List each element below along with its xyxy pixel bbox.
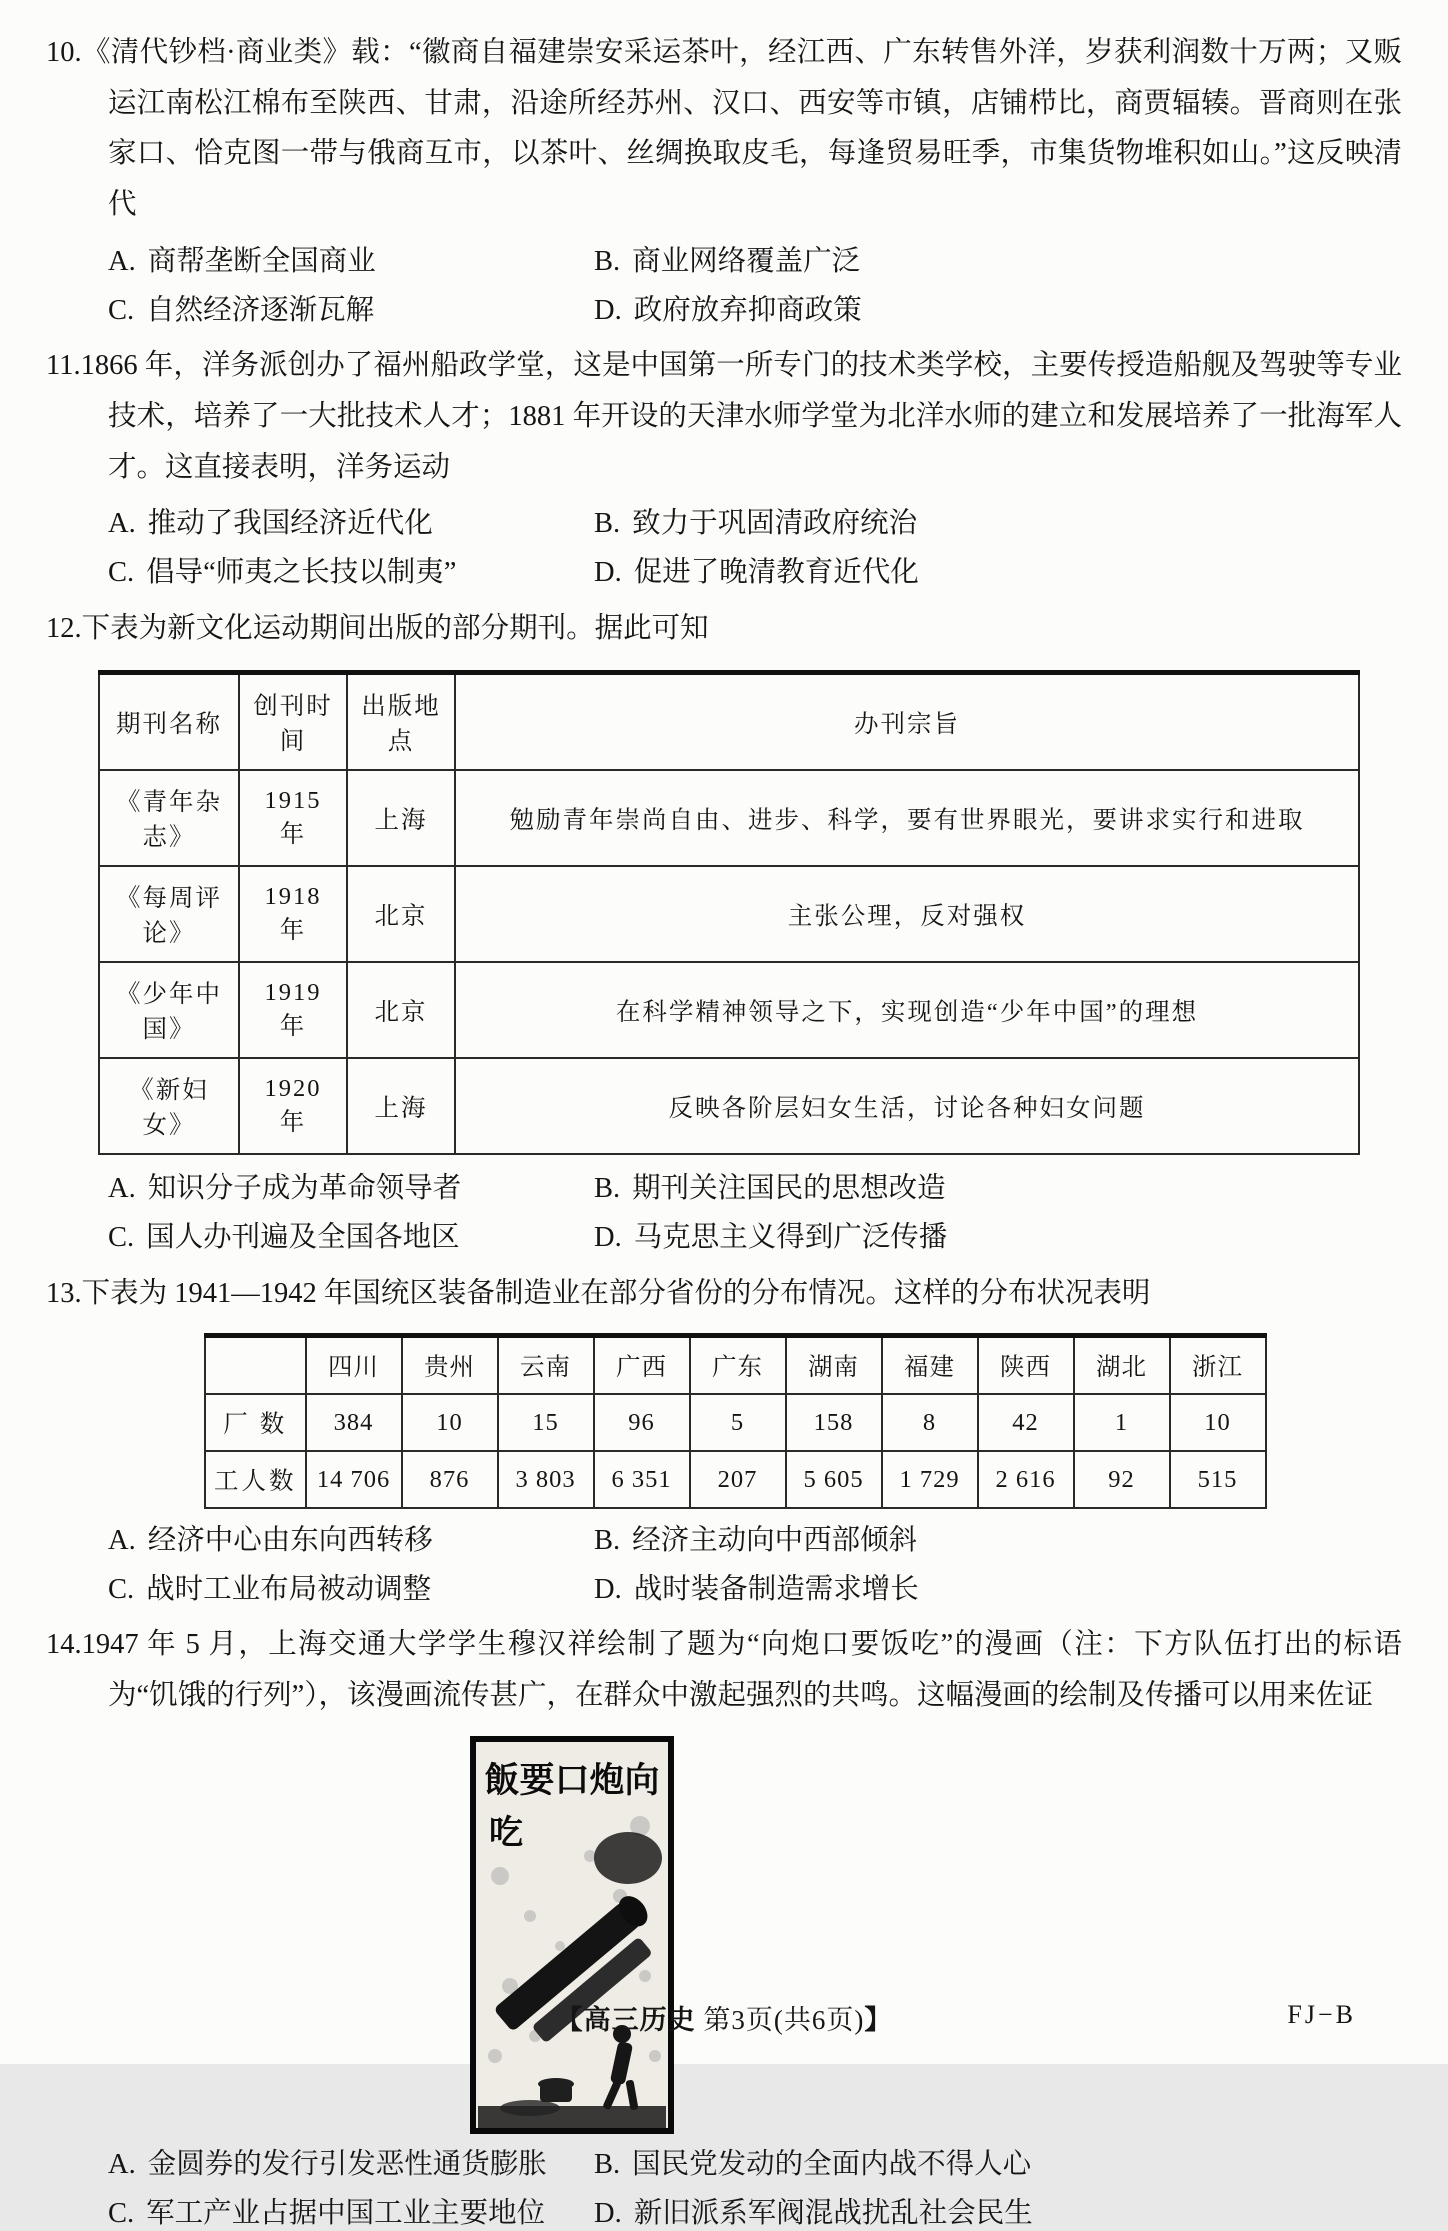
footer-paper-code: FJ−B: [1287, 2000, 1356, 2029]
column-header: 浙江: [1170, 1336, 1266, 1395]
column-header: 期刊名称: [99, 673, 239, 771]
table-cell: 92: [1074, 1451, 1170, 1508]
column-header: 湖北: [1074, 1336, 1170, 1395]
journal-table: [98, 670, 1360, 1155]
table-cell: 5 605: [786, 1451, 882, 1508]
table-cell: 8: [882, 1394, 978, 1451]
option-label: B.: [594, 1525, 621, 1557]
option-label: C.: [108, 1573, 135, 1605]
option-label: D.: [594, 294, 622, 326]
question-14-option-b: [594, 2147, 1031, 2183]
table-cell: 384: [306, 1394, 402, 1451]
option-label: A.: [108, 245, 136, 277]
option-text: 新旧派系军阀混战扰乱社会民生: [633, 2197, 1033, 2229]
column-header: 广东: [690, 1336, 786, 1395]
option-text: 经济主动向中西部倾斜: [632, 1525, 918, 1557]
option-text: 国人办刊遍及全国各地区: [146, 1221, 460, 1253]
table-cell: 10: [1170, 1394, 1266, 1451]
table-cell: 1918 年: [239, 866, 347, 962]
table-cell: 10: [402, 1394, 498, 1451]
table-cell: 15: [498, 1394, 594, 1451]
question-10-option-b: [594, 244, 860, 280]
column-header: 出版地点: [347, 673, 455, 771]
table-cell: 北京: [347, 962, 455, 1058]
question-12-option-d: [594, 1220, 947, 1256]
question-13-options-row-2: [46, 1572, 1402, 1608]
famine-cartoon-image: [470, 1736, 674, 2134]
question-10-option-a: [108, 244, 594, 280]
question-13: [46, 1269, 1402, 1608]
column-header: 四川: [306, 1336, 402, 1395]
question-12-stem: [46, 604, 1402, 655]
table-cell: 《青年杂志》: [99, 770, 239, 866]
table-cell: 1 729: [882, 1451, 978, 1508]
question-13-option-a: [108, 1523, 594, 1559]
question-12-options-row-1: [46, 1171, 1402, 1207]
column-header: 办刊宗旨: [455, 673, 1359, 771]
cartoon-smoke: [594, 1832, 662, 1884]
footer-bracket-right: 】: [864, 2005, 893, 2035]
table-cell: 42: [978, 1394, 1074, 1451]
table-cell: 207: [690, 1451, 786, 1508]
column-header: 湖南: [786, 1336, 882, 1395]
question-11-option-c: [108, 555, 594, 591]
option-text: 战时工业布局被动调整: [146, 1573, 432, 1605]
table-cell: 反映各阶层妇女生活，讨论各种妇女问题: [455, 1058, 1359, 1154]
question-13-option-c: [108, 1572, 594, 1608]
option-label: B.: [594, 2148, 621, 2180]
option-label: D.: [594, 1221, 622, 1253]
option-text: 金圆券的发行引发恶性通货膨胀: [147, 2148, 547, 2180]
column-header: 云南: [498, 1336, 594, 1395]
question-10-stem: [46, 28, 1402, 231]
question-11-options-row-1: [46, 506, 1402, 542]
question-14-options-row-2: [46, 2196, 1402, 2231]
row-header: 工人数: [205, 1451, 306, 1508]
journal-table-row: [99, 866, 1359, 962]
question-10-option-d: [594, 293, 862, 329]
question-14-stem: [46, 1620, 1402, 1721]
industry-table-row-factories: [205, 1394, 1266, 1451]
option-label: B.: [594, 1173, 621, 1205]
question-13-stem: [46, 1269, 1402, 1320]
question-10-text: 《清代钞档·商业类》载：“徽商自福建崇安采运茶叶，经江西、广东转售外洋，岁获利润数十万两；又贩运江南松江棉布至陕西、甘肃，沿途所经苏州、汉口、西安等市镇，店铺栉比，商贾辐辏。晋商则在张家口、恰克图一带与俄商互市，以茶叶、丝绸换取皮毛，每逢贸易旺季，市集货物堆积如山。”这反映清代: [81, 37, 1402, 221]
table-cell: 上海: [347, 1058, 455, 1154]
option-text: 期刊关注国民的思想改造: [632, 1173, 946, 1205]
option-text: 倡导“师夷之长技以制夷”: [146, 556, 457, 588]
column-header: 福建: [882, 1336, 978, 1395]
question-10: [46, 28, 1402, 328]
option-label: D.: [594, 556, 622, 588]
option-text: 致力于巩固清政府统治: [632, 508, 918, 540]
column-header: [205, 1336, 306, 1395]
question-13-options-row-1: [46, 1523, 1402, 1559]
table-cell: 《每周评论》: [99, 866, 239, 962]
table-cell: 《新妇女》: [99, 1058, 239, 1154]
table-cell: 14 706: [306, 1451, 402, 1508]
option-text: 战时装备制造需求增长: [633, 1573, 919, 1605]
question-14-text: 1947 年 5 月，上海交通大学学生穆汉祥绘制了题为“向炮口要饭吃”的漫画（注：下方队伍打出的标语为“饥饿的行列”），该漫画流传甚广，在群众中激起强烈的共鸣。这幅漫画的绘制及传播可以用来佐证: [81, 1629, 1402, 1712]
column-header: 陕西: [978, 1336, 1074, 1395]
table-cell: 北京: [347, 866, 455, 962]
industry-table-header-row: [205, 1336, 1266, 1395]
footer-page-number: 第3页(共6页): [695, 2005, 865, 2035]
journal-table-header-row: [99, 673, 1359, 771]
question-11-text: 1866 年，洋务派创办了福州船政学堂，这是中国第一所专门的技术类学校，主要传授造船舰及驾驶等专业技术，培养了一大批技术人才；1881 年开设的天津水师学堂为北洋水师的建立和发展培养了一批海军人才。这直接表明，洋务运动: [80, 350, 1402, 483]
option-text: 商帮垄断全国商业: [147, 245, 376, 277]
option-text: 商业网络覆盖广泛: [632, 245, 861, 277]
footer-subject: 高三历史: [583, 2005, 696, 2035]
option-text: 推动了我国经济近代化: [147, 508, 433, 540]
question-14-options-row-1: [46, 2147, 1402, 2183]
option-label: C.: [108, 1221, 135, 1253]
table-cell: 515: [1170, 1451, 1266, 1508]
table-cell: 在科学精神领导之下，实现创造“少年中国”的理想: [455, 962, 1359, 1058]
question-11: [46, 341, 1402, 590]
question-11-number: 11.: [46, 350, 81, 382]
industry-table: [204, 1333, 1267, 1509]
question-12-option-c: [108, 1220, 594, 1256]
question-11-options-row-2: [46, 555, 1402, 591]
option-label: B.: [594, 508, 621, 540]
column-header: 贵州: [402, 1336, 498, 1395]
table-cell: 主张公理，反对强权: [455, 866, 1359, 962]
column-header: 创刊时间: [239, 673, 347, 771]
question-13-number: 13.: [46, 1277, 82, 1309]
option-label: A.: [108, 2148, 136, 2180]
question-14-option-c: [108, 2196, 594, 2231]
table-cell: 5: [690, 1394, 786, 1451]
option-label: B.: [594, 245, 621, 277]
question-12-option-b: [594, 1171, 946, 1207]
option-text: 政府放弃抑商政策: [633, 294, 862, 326]
option-text: 促进了晚清教育近代化: [633, 556, 919, 588]
question-11-option-b: [594, 506, 917, 542]
question-14-option-d: [594, 2196, 1033, 2231]
question-11-option-d: [594, 555, 919, 591]
option-text: 经济中心由东向西转移: [147, 1525, 433, 1557]
row-header: 厂 数: [205, 1394, 306, 1451]
question-10-option-c: [108, 293, 594, 329]
option-label: D.: [594, 2197, 622, 2229]
option-label: C.: [108, 2197, 135, 2229]
column-header: 广西: [594, 1336, 690, 1395]
question-12-text: 下表为新文化运动期间出版的部分期刊。据此可知: [81, 612, 709, 644]
question-13-option-b: [594, 1523, 917, 1559]
cartoon-ground-bump: [500, 2100, 560, 2116]
table-cell: 1919 年: [239, 962, 347, 1058]
question-11-stem: [46, 341, 1402, 493]
table-cell: 876: [402, 1451, 498, 1508]
cartoon-title-char: 吃: [489, 1814, 523, 1852]
footer-bracket-left: 【: [555, 2005, 584, 2035]
page-footer: [0, 1998, 1448, 2034]
question-10-options-row-2: [46, 293, 1402, 329]
table-cell: 1: [1074, 1394, 1170, 1451]
table-cell: 96: [594, 1394, 690, 1451]
option-label: C.: [108, 556, 135, 588]
option-text: 马克思主义得到广泛传播: [633, 1221, 948, 1253]
table-cell: 158: [786, 1394, 882, 1451]
question-13-text: 下表为 1941—1942 年国统区装备制造业在部分省份的分布情况。这样的分布状况表明: [81, 1277, 1151, 1309]
option-label: A.: [108, 1173, 136, 1205]
question-12: [46, 604, 1402, 1256]
question-12-number: 12.: [46, 612, 82, 644]
option-label: A.: [108, 508, 136, 540]
journal-table-row: [99, 962, 1359, 1058]
table-cell: 1920 年: [239, 1058, 347, 1154]
table-cell: 上海: [347, 770, 455, 866]
industry-table-row-workers: [205, 1451, 1266, 1508]
table-cell: 6 351: [594, 1451, 690, 1508]
table-cell: 1915 年: [239, 770, 347, 866]
option-label: D.: [594, 1573, 622, 1605]
question-10-options-row-1: [46, 244, 1402, 280]
option-text: 知识分子成为革命领导者: [147, 1173, 462, 1205]
option-text: 国民党发动的全面内战不得人心: [632, 2148, 1032, 2180]
question-11-option-a: [108, 506, 594, 542]
question-10-number: 10.: [46, 37, 82, 68]
journal-table-row: [99, 770, 1359, 866]
question-14-number: 14.: [46, 1629, 82, 1661]
table-cell: 勉励青年崇尚自由、进步、科学，要有世界眼光，要讲求实行和进取: [455, 770, 1359, 866]
question-13-option-d: [594, 1572, 919, 1608]
question-12-options-row-2: [46, 1220, 1402, 1256]
option-label: C.: [108, 294, 135, 326]
famine-cartoon-svg: [470, 1736, 674, 2134]
footer-page-indicator: [0, 1998, 1448, 2037]
table-cell: 《少年中国》: [99, 962, 239, 1058]
question-12-option-a: [108, 1171, 594, 1207]
question-14-option-a: [108, 2147, 594, 2183]
table-cell: 3 803: [498, 1451, 594, 1508]
journal-table-row: [99, 1058, 1359, 1154]
table-cell: 2 616: [978, 1451, 1074, 1508]
question-14: [46, 1620, 1402, 2231]
cartoon-title-text: 飯要口炮向: [484, 1760, 660, 1800]
option-label: A.: [108, 1525, 136, 1557]
cartoon-pot: [538, 2078, 574, 2102]
option-text: 军工产业占据中国工业主要地位: [146, 2197, 546, 2229]
option-text: 自然经济逐渐瓦解: [146, 294, 375, 326]
